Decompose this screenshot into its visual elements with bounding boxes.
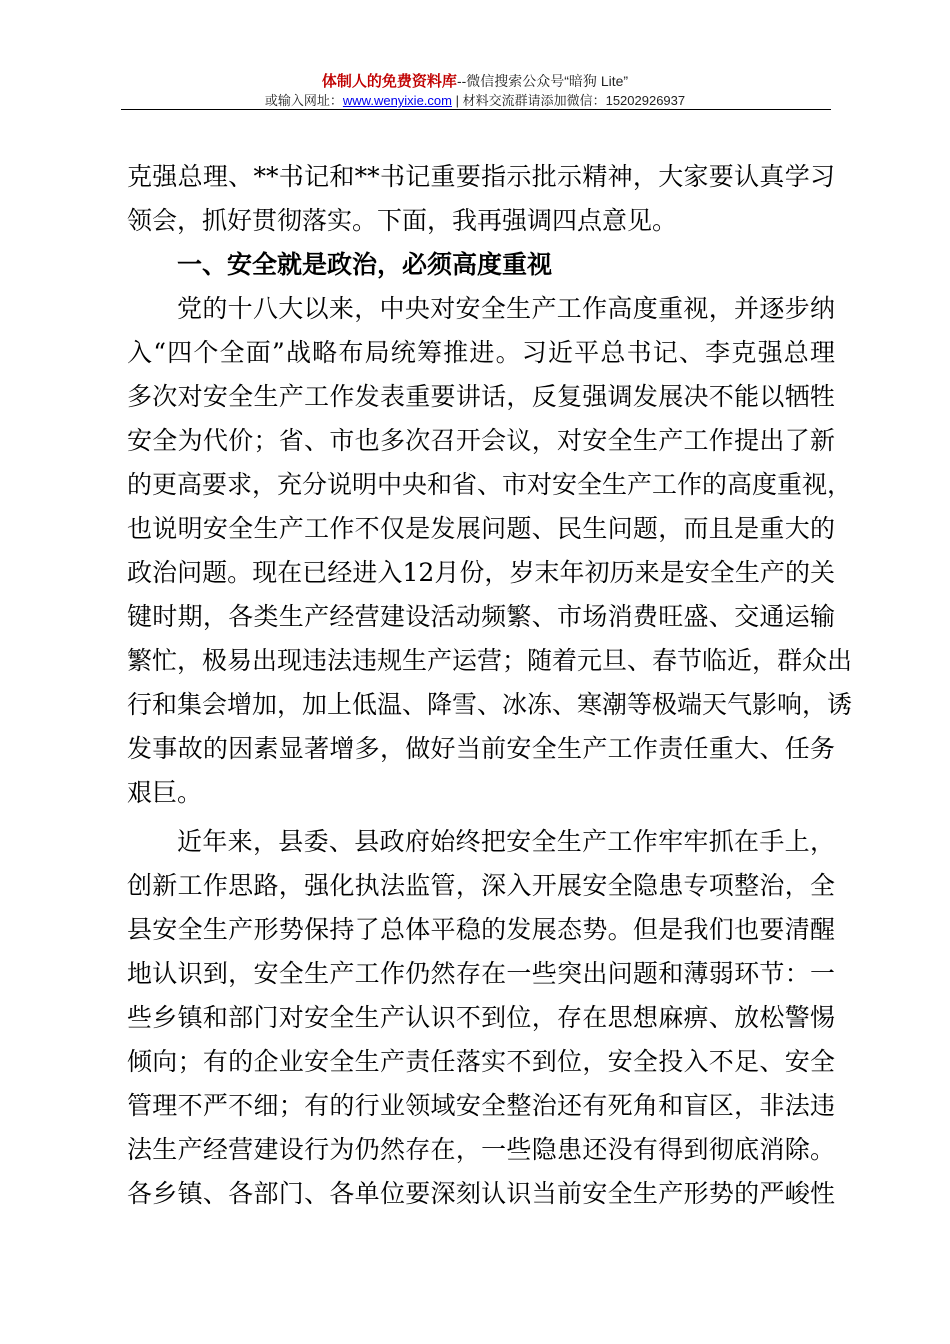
header-wechat-hint: --微信搜索公众号“暗狗 Lite” [456,73,629,89]
text-line: 县安全生产形势保持了总体平稳的发展态势。但是我们也要清醒 [127,915,835,944]
text-line: 倾向；有的企业安全生产责任落实不到位，安全投入不足、安全 [127,1047,835,1076]
text-line: 近年来，县委、县政府始终把安全生产工作牢牢抓在手上， [177,827,835,856]
text-line: 行和集会增加，加上低温、降雪、冰冻、寒潮等极端天气影响，诱 [127,690,853,719]
text-line: 发事故的因素显著增多，做好当前安全生产工作责任重大、任务 [127,734,835,763]
text-line: 创新工作思路，强化执法监管，深入开展安全隐患专项整治，全 [127,871,835,900]
text-line: 多次对安全生产工作发表重要讲话，反复强调发展决不能以牺牲 [127,382,835,411]
text-line: 党的十八大以来，中央对安全生产工作高度重视，并逐步纳 [177,294,835,323]
section-heading: 一、安全就是政治，必须高度重视 [177,250,553,279]
header-divider [121,109,831,110]
header-url-link[interactable]: www.wenyixie.com [342,93,452,108]
text-line: 管理不严不细；有的行业领域安全整治还有死角和盲区，非法违 [127,1091,835,1120]
text-line: 入“四个全面”战略布局统筹推进。习近平总书记、李克强总理 [127,338,835,367]
header-line-2 [0,92,950,110]
text-line: 各乡镇、各部门、各单位要深刻认识当前安全生产形势的严峻性 [127,1179,835,1208]
text-line: 键时期，各类生产经营建设活动频繁、市场消费旺盛、交通运输 [127,602,835,631]
text-line: 繁忙，极易出现违法违规生产运营；随着元旦、春节临近，群众出 [127,646,853,675]
text-line: 艰巨。 [127,778,203,807]
text-line: 也说明安全生产工作不仅是发展问题、民生问题，而且是重大的 [127,514,835,543]
text-line: 法生产经营建设行为仍然存在，一些隐患还没有得到彻底消除。 [127,1135,835,1164]
header-url-prefix: 或输入网址： [264,93,343,108]
text-line: 政治问题。现在已经进入12月份，岁末年初历来是安全生产的关 [127,558,835,587]
header-contact: | 材料交流群请添加微信：15202926937 [451,93,686,108]
document-body [127,155,853,1216]
text-line: 领会，抓好贯彻落实。下面，我再强调四点意见。 [127,206,678,235]
text-line: 克强总理、**书记和**书记重要指示批示精神，大家要认真学习 [127,162,835,191]
text-line: 些乡镇和部门对安全生产认识不到位，存在思想麻痹、放松警惕 [127,1003,835,1032]
text-line: 的更高要求，充分说明中央和省、市对安全生产工作的高度重视， [127,470,853,499]
text-line: 地认识到，安全生产工作仍然存在一些突出问题和薄弱环节：一 [127,959,835,988]
header-line-1 [0,72,950,91]
text-line: 安全为代价；省、市也多次召开会议，对安全生产工作提出了新 [127,426,835,455]
page-header [0,72,950,110]
header-brand: 体制人的免费资料库 [321,73,457,90]
